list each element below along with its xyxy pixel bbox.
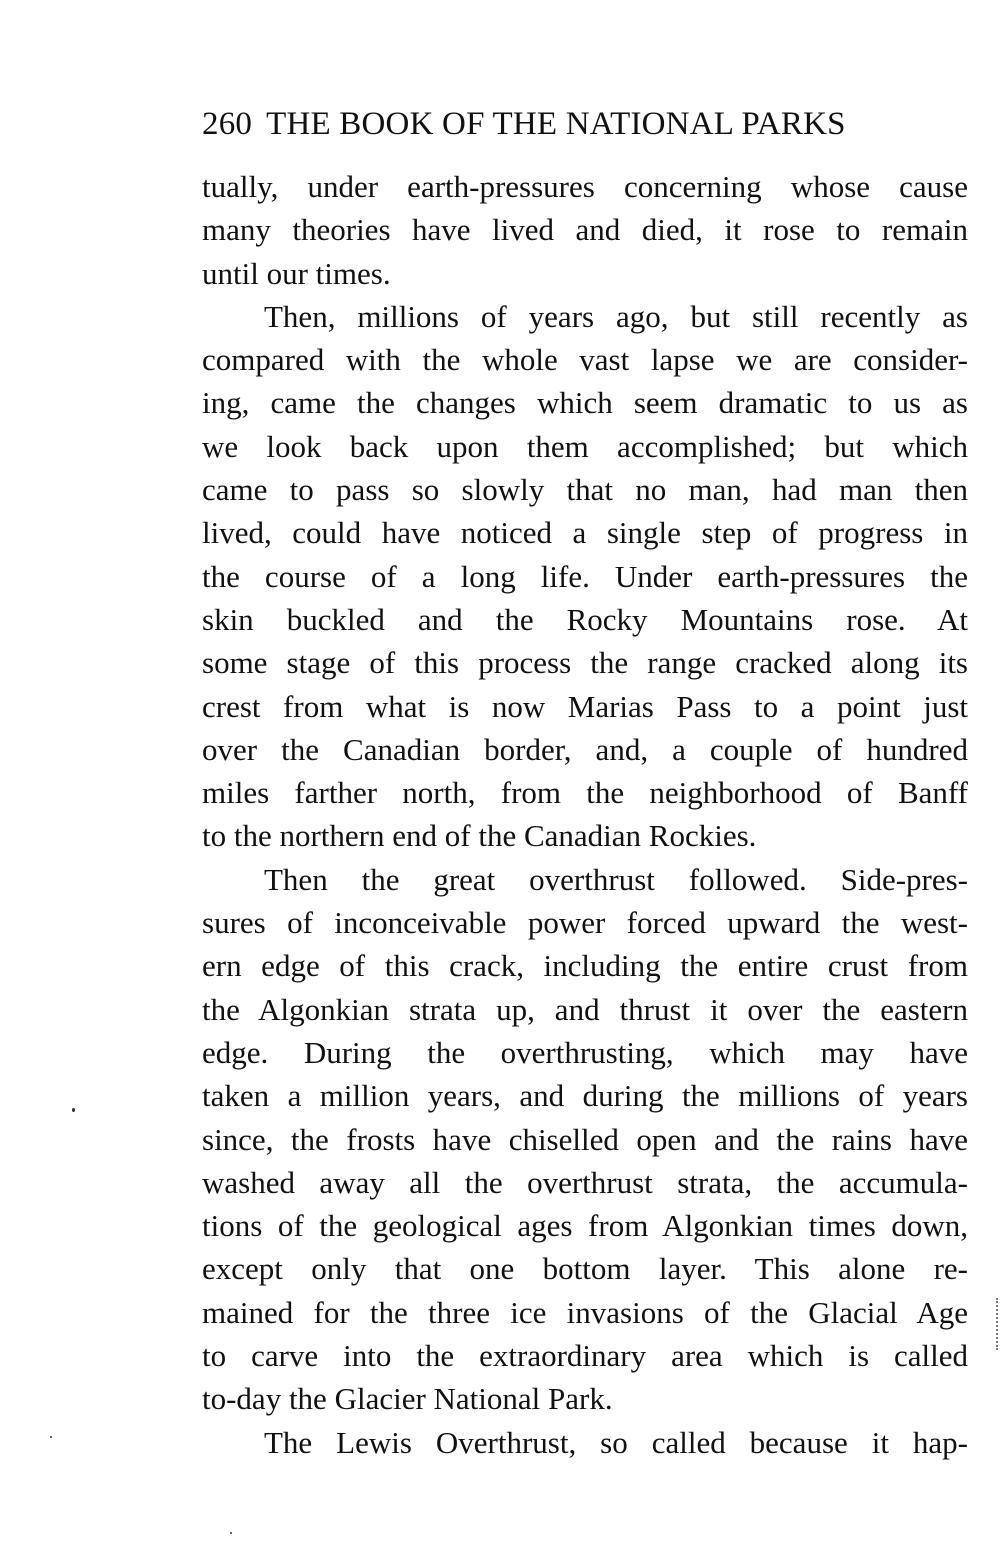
text-line: tually, under earth-pressures concerning whose cause (202, 169, 968, 204)
text-line: the Algonkian strata up, and thrust it over the eastern (202, 991, 968, 1027)
running-head (202, 104, 962, 144)
page-number: 260 (202, 106, 253, 142)
scan-speck (50, 1436, 52, 1438)
body-text (202, 165, 968, 1464)
text-line: came to pass so slowly that no man, had man then (202, 472, 968, 508)
text-line: lived, could have noticed a single step of progress in (202, 515, 968, 551)
text-line: the course of a long life. Under earth-pressures the (202, 558, 968, 594)
text-line: ern edge of this crack, including the entire crust from (202, 948, 968, 984)
text-line: edge. During the overthrusting, which may have (202, 1034, 968, 1070)
text-line: compared with the whole vast lapse we are consider- (202, 342, 968, 378)
paragraph-start-line: The Lewis Overthrust, so called because it hap- (264, 1424, 968, 1460)
text-line: until our times. (202, 255, 391, 291)
text-line: many theories have lived and died, it rose to remain (202, 212, 968, 248)
text-line: to-day the Glacier National Park. (202, 1381, 613, 1417)
paragraph-start-line: Then the great overthrust followed. Side-pres- (264, 861, 968, 897)
text-line: to carve into the extraordinary area which is called (202, 1338, 968, 1374)
text-line: miles farther north, from the neighborhood of Banff (202, 775, 968, 811)
text-line: we look back upon them accomplished; but which (202, 428, 968, 464)
text-line: some stage of this process the range cracked along its (202, 645, 968, 681)
text-line: tions of the geological ages from Algonkian times down, (202, 1208, 968, 1244)
text-line: sures of inconceivable power forced upward the west- (202, 905, 968, 941)
text-line: since, the frosts have chiselled open and the rains have (202, 1121, 968, 1157)
text-line: crest from what is now Marias Pass to a point just (202, 688, 968, 724)
scan-speck (230, 1532, 232, 1534)
text-line: mained for the three ice invasions of the Glacial Age (202, 1294, 968, 1330)
paragraph-start-line: Then, millions of years ago, but still recently as (264, 298, 968, 334)
text-line: over the Canadian border, and, a couple of hundred (202, 731, 968, 767)
scan-speck (72, 1108, 75, 1112)
text-line: to the northern end of the Canadian Rockies. (202, 818, 757, 854)
text-line: taken a million years, and during the millions of years (202, 1078, 968, 1114)
running-title: THE BOOK OF THE NATIONAL PARKS (266, 106, 846, 142)
scan-margin-mark (996, 1298, 1000, 1350)
text-line: skin buckled and the Rocky Mountains rose. At (202, 601, 968, 637)
text-line: except only that one bottom layer. This alone re- (202, 1251, 968, 1287)
text-line: washed away all the overthrust strata, the accumula- (202, 1164, 968, 1200)
text-line: ing, came the changes which seem dramatic to us as (202, 385, 968, 421)
